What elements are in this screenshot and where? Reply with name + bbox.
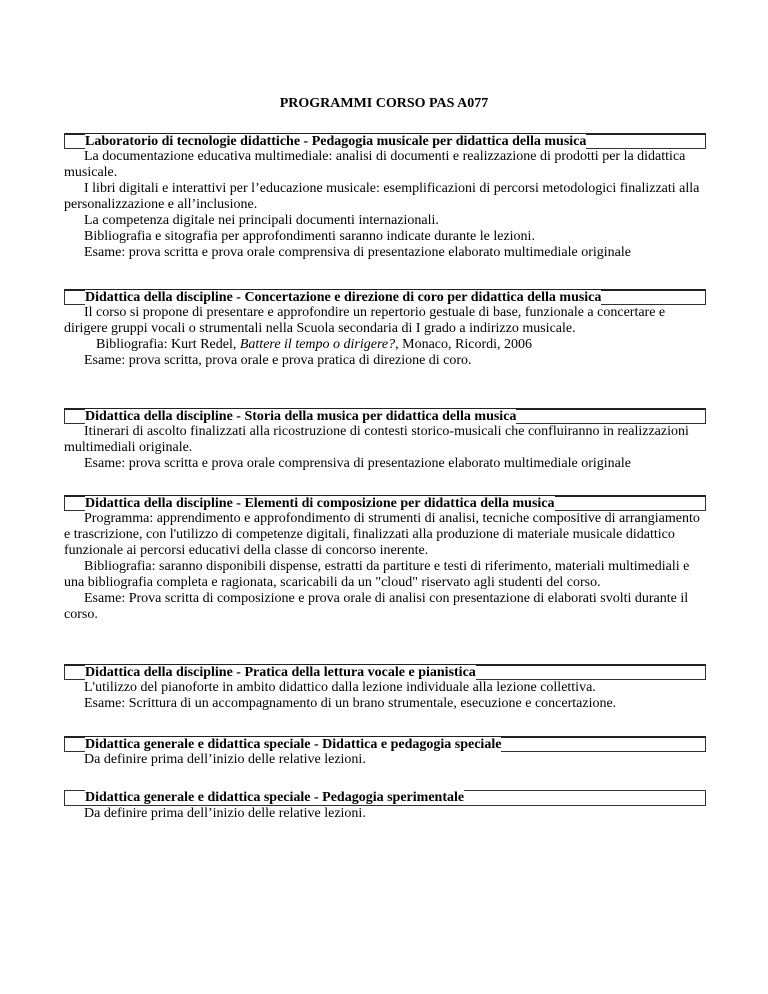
section-didattica-pedagogia-speciale — [64, 736, 706, 768]
paragraph: Bibliografia: saranno disponibili dispense, estratti da partiture e testi di riferimento, materiali multimediali e una bibliografia completa e ragionata, scaricabili da un "cloud" riservato agli studenti del corso. — [64, 559, 690, 590]
paragraph: Itinerari di ascolto finalizzati alla ricostruzione di contesti storico-musicali che confluiranno in realizzazioni multimediali originale. — [64, 424, 689, 455]
paragraph: Il corso si propone di presentare e approfondire un repertorio gestuale di base, funzionale a concertare e dirigere gruppi vocali o strumentali nella Scuola secondaria di I grado a indirizzo musicale. — [64, 305, 666, 336]
section-heading: Didattica della discipline - Pratica della lettura vocale e pianistica — [64, 664, 706, 680]
paragraph: La documentazione educativa multimediale: analisi di documenti e realizzazione di prodotti per la didattica musicale. — [64, 149, 686, 180]
book-title: Battere il tempo o dirigere? — [239, 337, 396, 352]
section-heading: Didattica della discipline - Elementi di composizione per didattica della musica — [64, 495, 706, 511]
paragraph: Bibliografia e sitografia per approfondimenti saranno indicate durante le lezioni. — [84, 229, 535, 244]
section-concertazione-direzione-coro — [64, 289, 706, 369]
section-pedagogia-sperimentale — [64, 790, 706, 822]
paragraph: Esame: prova scritta e prova orale comprensiva di presentazione elaborato multimediale originale — [84, 456, 631, 471]
page-title: PROGRAMMI CORSO PAS A077 — [279, 96, 489, 111]
paragraph: Esame: prova scritta, prova orale e prova pratica di direzione di coro. — [84, 353, 472, 368]
bibliography-line: Bibliografia: Kurt Redel, Battere il tempo o dirigere?, Monaco, Ricordi, 2006 — [96, 337, 532, 352]
paragraph: Programma: apprendimento e approfondimento di strumenti di analisi, tecniche compositive di arrangiamento e trascrizione, con l'utilizzo di competenze digitali, finalizzati alla produzione di materiale musicale didattico funzionale ai percorsi educativi della classe di concorso inerente. — [64, 511, 700, 558]
paragraph: Da definire prima dell’inizio delle relative lezioni. — [84, 752, 366, 767]
section-heading: Didattica generale e didattica speciale - Didattica e pedagogia speciale — [64, 736, 706, 752]
paragraph: Esame: prova scritta e prova orale comprensiva di presentazione elaborato multimediale originale — [84, 245, 631, 260]
section-lettura-vocale-pianistica — [64, 664, 706, 712]
paragraph: Esame: Prova scritta di composizione e prova orale di analisi con presentazione di elaborati svolti durante il corso. — [64, 591, 689, 622]
paragraph: La competenza digitale nei principali documenti internazionali. — [84, 213, 439, 228]
section-tecnologie-didattiche — [64, 133, 706, 261]
section-heading: Didattica della discipline - Storia della musica per didattica della musica — [64, 408, 706, 424]
section-heading: Laboratorio di tecnologie didattiche - Pedagogia musicale per didattica della musica — [64, 133, 706, 149]
paragraph: Esame: Scrittura di un accompagnamento di un brano strumentale, esecuzione e concertazione. — [84, 696, 617, 711]
paragraph: L'utilizzo del pianoforte in ambito didattico dalla lezione individuale alla lezione collettiva. — [84, 680, 596, 695]
section-storia-musica — [64, 408, 706, 472]
section-heading: Didattica generale e didattica speciale - Pedagogia sperimentale — [64, 790, 706, 806]
paragraph: I libri digitali e interattivi per l’educazione musicale: esemplificazioni di percorsi metodologici finalizzati alla personalizzazione e all’inclusione. — [64, 181, 700, 212]
section-elementi-composizione — [64, 495, 706, 623]
paragraph: Da definire prima dell’inizio delle relative lezioni. — [84, 806, 366, 821]
section-heading: Didattica della discipline - Concertazione e direzione di coro per didattica della musica — [64, 289, 706, 305]
